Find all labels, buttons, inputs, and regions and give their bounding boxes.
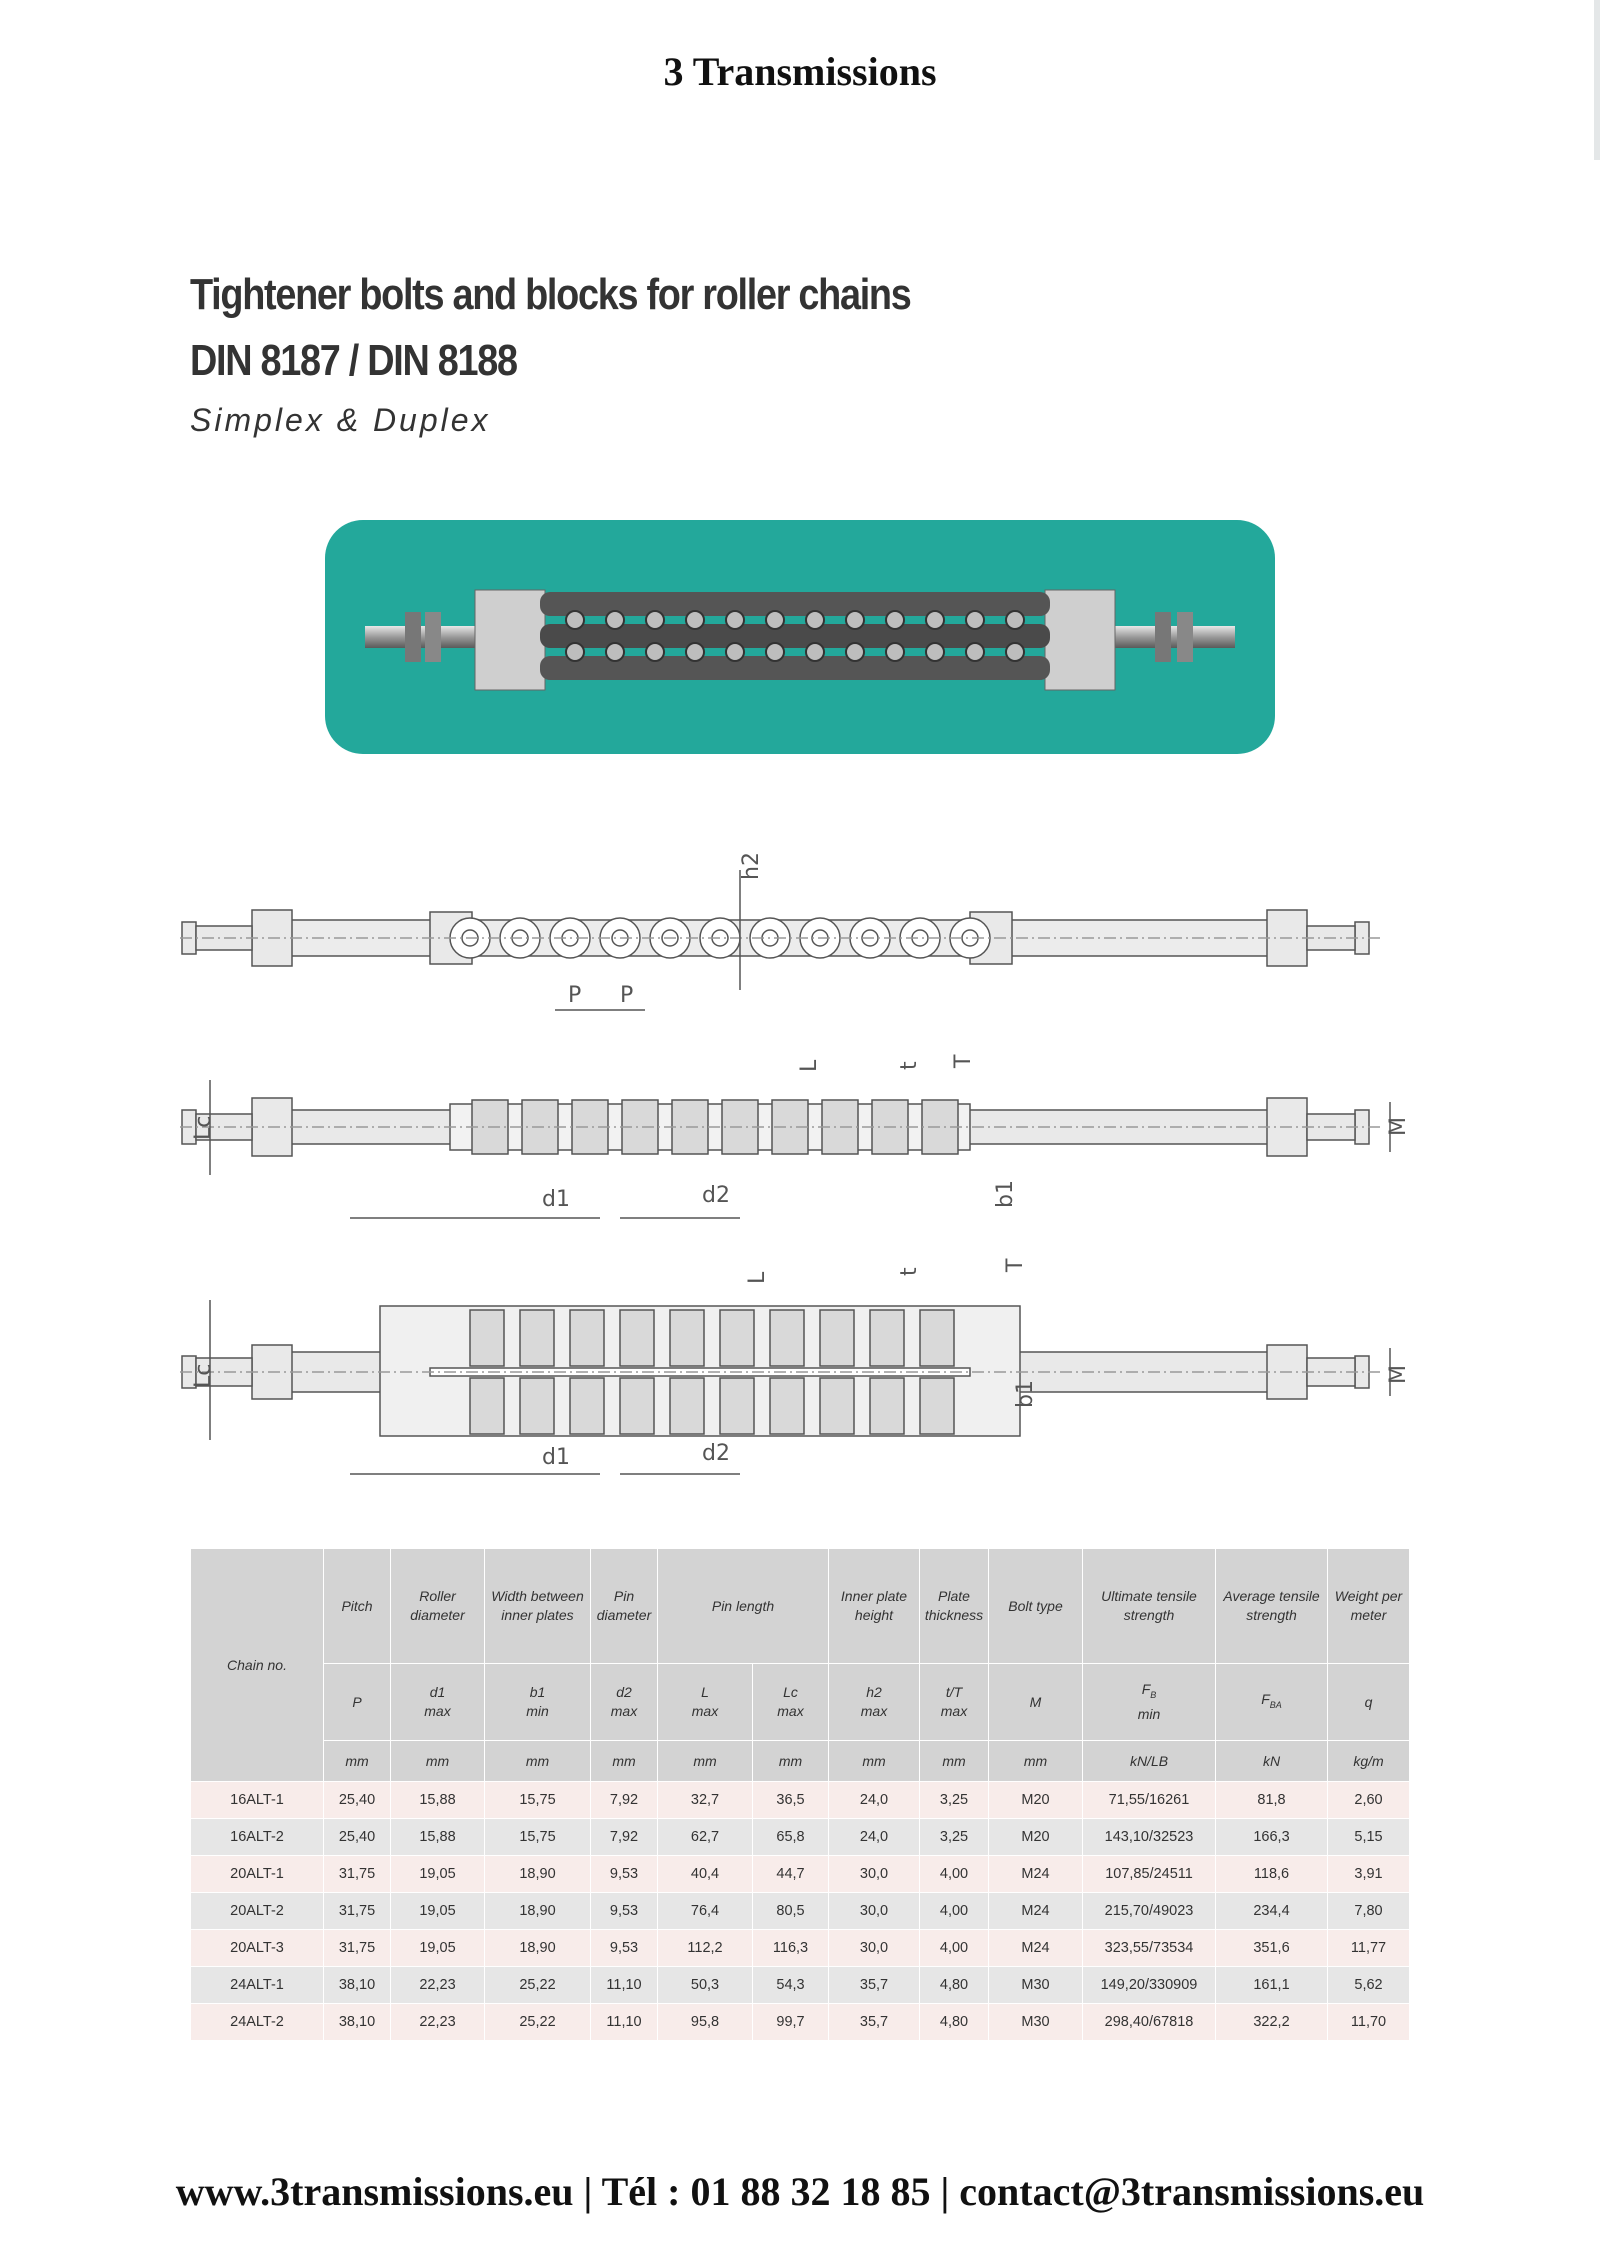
dim-label-d1-duplex: d1: [542, 1445, 570, 1470]
dim-label-t-simplex: t: [897, 1061, 922, 1070]
chain-no-cell: 16ALT-2: [191, 1819, 324, 1856]
table-cell: 30,0: [829, 1930, 920, 1967]
table-cell: 24,0: [829, 1782, 920, 1819]
header-plate-thickness: Plate thickness: [920, 1549, 989, 1664]
chain-no-cell: 20ALT-3: [191, 1930, 324, 1967]
dim-label-d1-simplex: d1: [542, 1187, 570, 1212]
table-cell: 31,75: [324, 1893, 391, 1930]
header-chain-no: Chain no.: [191, 1549, 324, 1782]
table-cell: 71,55/16261: [1083, 1782, 1216, 1819]
chain-no-cell: 20ALT-2: [191, 1893, 324, 1930]
header-ultimate-tensile: Ultimate tensile strength: [1083, 1549, 1216, 1664]
symbol-p: P: [324, 1664, 391, 1741]
table-row: [191, 1856, 1410, 1893]
table-cell: 50,3: [658, 1967, 753, 2004]
table-cell: 3,91: [1328, 1856, 1410, 1893]
symbol-b1: b1 min: [485, 1664, 591, 1741]
table-cell: 4,00: [920, 1893, 989, 1930]
unit-cell: kg/m: [1328, 1741, 1410, 1782]
table-cell: 54,3: [753, 1967, 829, 2004]
table-cell: M24: [989, 1893, 1083, 1930]
table-cell: 76,4: [658, 1893, 753, 1930]
table-cell: 31,75: [324, 1856, 391, 1893]
title-block: [190, 262, 1028, 439]
table-cell: 38,10: [324, 1967, 391, 2004]
dim-label-m-duplex: M: [1386, 1365, 1411, 1384]
symbol-l: L max: [658, 1664, 753, 1741]
chain-no-cell: 16ALT-1: [191, 1782, 324, 1819]
table-cell: 18,90: [485, 1856, 591, 1893]
table-cell: 35,7: [829, 1967, 920, 2004]
chain-no-cell: 24ALT-1: [191, 1967, 324, 2004]
table-cell: M30: [989, 2004, 1083, 2041]
table-cell: 19,05: [391, 1893, 485, 1930]
symbol-h2: h2 max: [829, 1664, 920, 1741]
dimension-drawings: [180, 840, 1420, 1500]
table-cell: 9,53: [591, 1856, 658, 1893]
unit-cell: mm: [591, 1741, 658, 1782]
table-cell: 44,7: [753, 1856, 829, 1893]
dim-label-h2: h2: [739, 852, 764, 880]
dim-label-l-simplex: L: [797, 1059, 822, 1072]
footer-contact: www.3transmissions.eu | Tél : 01 88 32 18 85 | contact@3transmissions.eu: [175, 2169, 1425, 2214]
table-cell: M20: [989, 1819, 1083, 1856]
table-cell: 116,3: [753, 1930, 829, 1967]
table-cell: 118,6: [1216, 1856, 1328, 1893]
table-cell: 7,92: [591, 1819, 658, 1856]
table-cell: 9,53: [591, 1930, 658, 1967]
table-cell: 31,75: [324, 1930, 391, 1967]
unit-cell: mm: [989, 1741, 1083, 1782]
header-pin-diameter: Pin diameter: [591, 1549, 658, 1664]
specifications-table: [190, 1548, 1410, 2041]
table-row: [191, 2004, 1410, 2041]
table-cell: 15,75: [485, 1782, 591, 1819]
table-cell: 298,40/67818: [1083, 2004, 1216, 2041]
page-title-standard: DIN 8187 / DIN 8188: [190, 336, 517, 385]
page-subtitle: Simplex & Duplex: [190, 402, 491, 438]
dim-label-T-duplex: T: [1003, 1258, 1028, 1272]
dim-label-lc-duplex: Lc: [191, 1363, 216, 1388]
table-cell: 95,8: [658, 2004, 753, 2041]
table-cell: 5,62: [1328, 1967, 1410, 2004]
table-cell: 81,8: [1216, 1782, 1328, 1819]
header-average-tensile: Average tensile strength: [1216, 1549, 1328, 1664]
dim-label-t-duplex: t: [897, 1267, 922, 1276]
table-cell: 161,1: [1216, 1967, 1328, 2004]
table-row: [191, 1782, 1410, 1819]
table-cell: 15,88: [391, 1819, 485, 1856]
table-cell: 35,7: [829, 2004, 920, 2041]
table-cell: 323,55/73534: [1083, 1930, 1216, 1967]
table-cell: 80,5: [753, 1893, 829, 1930]
dim-label-l-duplex: L: [745, 1271, 770, 1284]
header-bolt-type: Bolt type: [989, 1549, 1083, 1664]
dim-label-m-simplex: M: [1386, 1117, 1411, 1136]
table-cell: 22,23: [391, 2004, 485, 2041]
unit-cell: mm: [753, 1741, 829, 1782]
table-cell: 25,40: [324, 1782, 391, 1819]
page-title: Tightener bolts and blocks for roller chains: [190, 270, 911, 319]
table-cell: 22,23: [391, 1967, 485, 2004]
table-cell: 40,4: [658, 1856, 753, 1893]
table-cell: 25,22: [485, 1967, 591, 2004]
table-cell: 322,2: [1216, 2004, 1328, 2041]
symbol-d2: d2 max: [591, 1664, 658, 1741]
dim-label-p2: P: [620, 983, 634, 1008]
table-cell: 166,3: [1216, 1819, 1328, 1856]
dim-label-b1-simplex: b1: [993, 1180, 1018, 1208]
table-cell: 4,80: [920, 2004, 989, 2041]
table-cell: 99,7: [753, 2004, 829, 2041]
table-cell: 38,10: [324, 2004, 391, 2041]
table-cell: 11,10: [591, 2004, 658, 2041]
table-cell: 149,20/330909: [1083, 1967, 1216, 2004]
table-cell: 107,85/24511: [1083, 1856, 1216, 1893]
table-cell: 19,05: [391, 1856, 485, 1893]
unit-cell: kN: [1216, 1741, 1328, 1782]
table-cell: 32,7: [658, 1782, 753, 1819]
table-cell: 62,7: [658, 1819, 753, 1856]
header-roller-diameter: Roller diameter: [391, 1549, 485, 1664]
dim-label-b1-duplex: b1: [1013, 1380, 1038, 1408]
dim-label-d2-duplex: d2: [702, 1441, 730, 1466]
table-cell: 36,5: [753, 1782, 829, 1819]
table-cell: 65,8: [753, 1819, 829, 1856]
table-cell: M24: [989, 1930, 1083, 1967]
table-cell: 11,10: [591, 1967, 658, 2004]
table-cell: 3,25: [920, 1819, 989, 1856]
symbol-fb: $F_B$ min: [1083, 1664, 1216, 1741]
table-cell: M30: [989, 1967, 1083, 2004]
chain-no-cell: 20ALT-1: [191, 1856, 324, 1893]
dim-label-p1: P: [568, 983, 582, 1008]
header-inner-plate-height: Inner plate height: [829, 1549, 920, 1664]
dim-label-lc-simplex: Lc: [191, 1115, 216, 1140]
table-cell: 4,00: [920, 1856, 989, 1893]
chain-no-cell: 24ALT-2: [191, 2004, 324, 2041]
header-pitch: Pitch: [324, 1549, 391, 1664]
chain-tightener-image: [325, 520, 1275, 754]
technical-drawing: [180, 840, 1420, 1500]
table-row: [191, 1893, 1410, 1930]
symbol-m: M: [989, 1664, 1083, 1741]
symbol-tt: t/T max: [920, 1664, 989, 1741]
unit-cell: mm: [485, 1741, 591, 1782]
symbol-fba: $F_{BA}$: [1216, 1664, 1328, 1741]
table-cell: 24,0: [829, 1819, 920, 1856]
table-row: [191, 1930, 1410, 1967]
table-cell: 18,90: [485, 1893, 591, 1930]
table-cell: 15,75: [485, 1819, 591, 1856]
unit-cell: mm: [829, 1741, 920, 1782]
header-weight: Weight per meter: [1328, 1549, 1410, 1664]
table-row: [191, 1819, 1410, 1856]
table-cell: 9,53: [591, 1893, 658, 1930]
table-cell: 15,88: [391, 1782, 485, 1819]
table-cell: 7,92: [591, 1782, 658, 1819]
product-photo: [325, 520, 1275, 754]
symbol-q: q: [1328, 1664, 1410, 1741]
table-cell: 143,10/32523: [1083, 1819, 1216, 1856]
table-cell: M24: [989, 1856, 1083, 1893]
table-cell: 112,2: [658, 1930, 753, 1967]
table-cell: 234,4: [1216, 1893, 1328, 1930]
unit-cell: mm: [324, 1741, 391, 1782]
unit-cell: kN/LB: [1083, 1741, 1216, 1782]
table-body: [191, 1782, 1410, 2041]
header-pin-length: Pin length: [658, 1549, 829, 1664]
table-cell: 18,90: [485, 1930, 591, 1967]
symbol-lc: Lc max: [753, 1664, 829, 1741]
header-width-between: Width between inner plates: [485, 1549, 591, 1664]
unit-cell: mm: [658, 1741, 753, 1782]
table-cell: 4,00: [920, 1930, 989, 1967]
table-cell: 215,70/49023: [1083, 1893, 1216, 1930]
table-cell: 19,05: [391, 1930, 485, 1967]
unit-cell: mm: [391, 1741, 485, 1782]
table-cell: 11,70: [1328, 2004, 1410, 2041]
table-cell: 30,0: [829, 1893, 920, 1930]
table-cell: 3,25: [920, 1782, 989, 1819]
table-cell: 5,15: [1328, 1819, 1410, 1856]
unit-cell: mm: [920, 1741, 989, 1782]
table-cell: 25,22: [485, 2004, 591, 2041]
table-row: [191, 1967, 1410, 2004]
table-cell: 2,60: [1328, 1782, 1410, 1819]
symbol-d1: d1 max: [391, 1664, 485, 1741]
table-cell: 351,6: [1216, 1930, 1328, 1967]
brand-header: 3 Transmissions: [663, 49, 937, 94]
dim-label-d2-simplex: d2: [702, 1183, 730, 1208]
table-cell: M20: [989, 1782, 1083, 1819]
table-cell: 30,0: [829, 1856, 920, 1893]
dim-label-T-simplex: T: [951, 1054, 976, 1068]
table-cell: 11,77: [1328, 1930, 1410, 1967]
table-cell: 25,40: [324, 1819, 391, 1856]
table-cell: 7,80: [1328, 1893, 1410, 1930]
table-cell: 4,80: [920, 1967, 989, 2004]
